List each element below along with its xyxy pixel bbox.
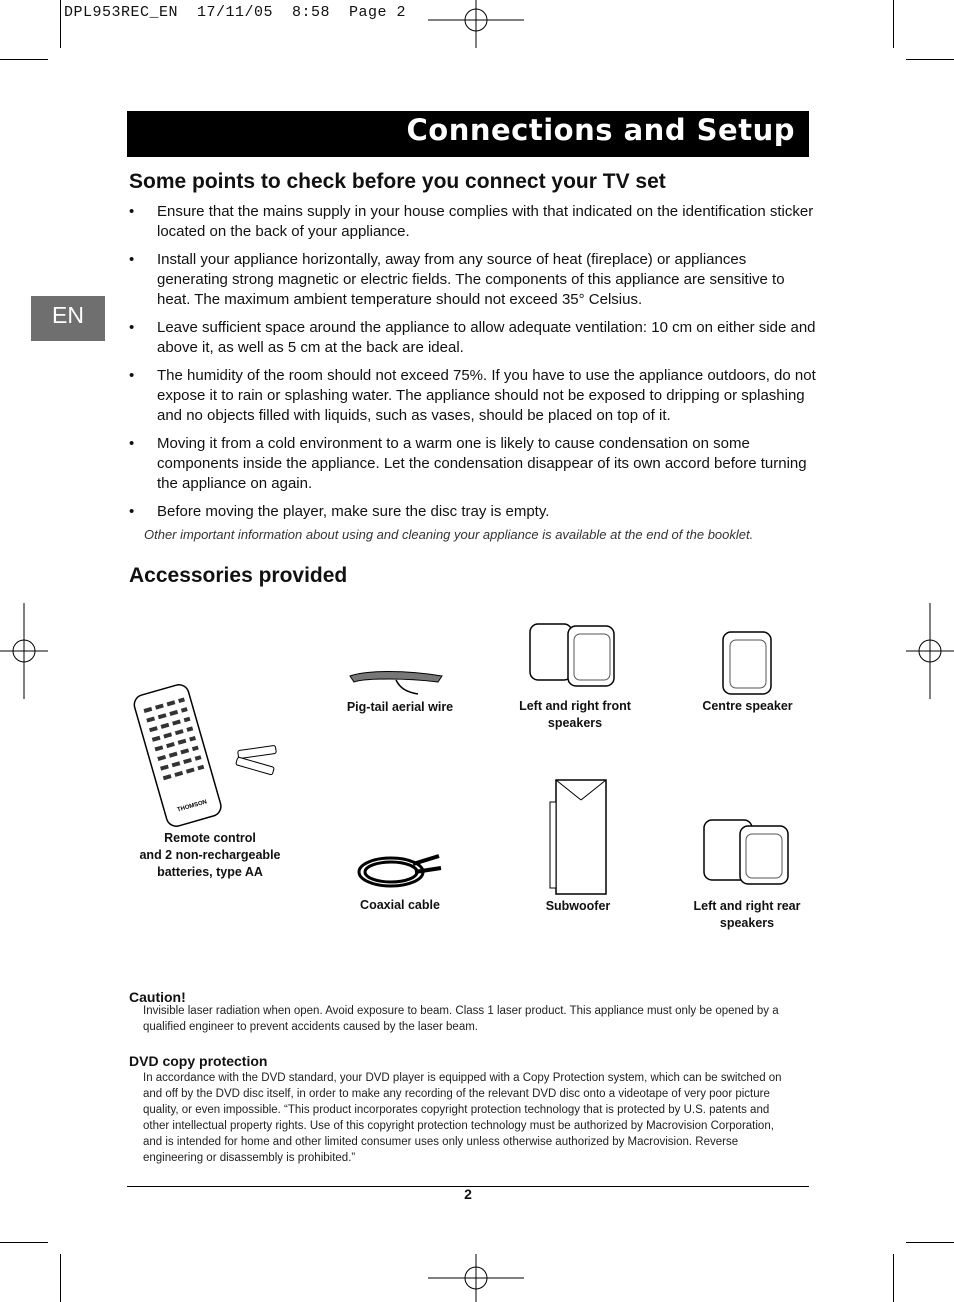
list-item: • Before moving the player, make sure the disc tray is empty. xyxy=(129,503,550,520)
caption-remote: Remote control and 2 non-rechargeable batteries, type AA xyxy=(139,831,281,879)
caption-subwoofer: Subwoofer xyxy=(545,899,611,913)
remote-control-illustration xyxy=(130,680,280,820)
list-item: • Ensure that the mains supply in your house complies with that indicated on the identification sticker located on the back of your appliance. xyxy=(129,203,814,240)
caption-coaxial: Coaxial cable xyxy=(360,898,440,912)
language-tab-label: EN xyxy=(52,302,84,328)
caption-rear-speakers: Left and right rear speakers xyxy=(693,899,801,930)
rear-speakers-illustration xyxy=(702,816,792,886)
info-note: Other important information about using and cleaning your appliance is available at the end of the booklet. xyxy=(144,527,754,542)
front-speakers-illustration xyxy=(528,618,618,688)
section-banner xyxy=(127,111,809,157)
page-number: 2 xyxy=(464,1186,472,1202)
caption-front-speakers: Left and right front speakers xyxy=(519,699,631,730)
caption-aerial: Pig-tail aerial wire xyxy=(346,700,454,714)
list-item: • Leave sufficient space around the appliance to allow adequate ventilation: 10 cm on either side and above it, as well as 5 cm at the back are ideal. xyxy=(129,319,816,356)
list-item: • Install your appliance horizontally, away from any source of heat (fireplace) or appliances generating strong magnetic or electric fields. The components of this appliance are sensitive to heat. The maximum ambient temperature should not exceed 35° Celsius. xyxy=(129,251,785,308)
banner-title: Connections and Setup xyxy=(406,113,795,147)
caption-centre-speaker: Centre speaker xyxy=(702,699,793,713)
copy-protection-text: In accordance with the DVD standard, your DVD player is equipped with a Copy Protection system, which can be switched on and off by the DVD disc itself, in order to make any recording of the relevant DVD disc onto a videotape of very poor picture quality, or even impossible. “This product incorporates copyright protection technology that is protected by U.S. patents and other intellectual property rights. Use of this copyright protection technology must be authorized by Macrovision Corporation, and is intended for home and other limited consumer uses only unless otherwise authorized by Macrovision. Reverse engineering or disassembly is prohibited.” xyxy=(143,1072,782,1164)
batteries-illustration xyxy=(236,745,277,775)
remote-brand: THOMSON xyxy=(176,799,208,814)
list-item: • The humidity of the room should not exceed 75%. If you have to use the appliance outdoors, do not expose it to rain or splashing water. The appliance should not be exposed to dripping or splashing and no objects filled with liquids, such as vases, should be placed on top of it. xyxy=(129,367,816,424)
aerial-wire-illustration xyxy=(346,662,446,702)
copy-protection-heading: DVD copy protection xyxy=(129,1053,268,1069)
language-tab xyxy=(31,296,105,341)
caution-text: Invisible laser radiation when open. Avoid exposure to beam. Class 1 laser product. This appliance must only be opened by a qualified engineer to prevent accidents caused by the laser beam. xyxy=(143,1005,779,1033)
section-heading-accessories: Accessories provided xyxy=(129,564,348,587)
checks-list xyxy=(129,202,819,530)
coaxial-cable-illustration xyxy=(355,842,445,892)
subwoofer-illustration xyxy=(548,778,610,896)
list-item: • Moving it from a cold environment to a warm one is likely to cause condensation on some components inside the appliance. Let the condensation disappear of its own accord before turning the appliance on again. xyxy=(129,435,807,492)
print-slug: DPL953REC_EN 17/11/05 8:58 Page 2 xyxy=(64,4,407,21)
caution-heading: Caution! xyxy=(129,989,186,1005)
section-heading-checks: Some points to check before you connect your TV set xyxy=(129,170,666,193)
centre-speaker-illustration xyxy=(720,628,776,698)
